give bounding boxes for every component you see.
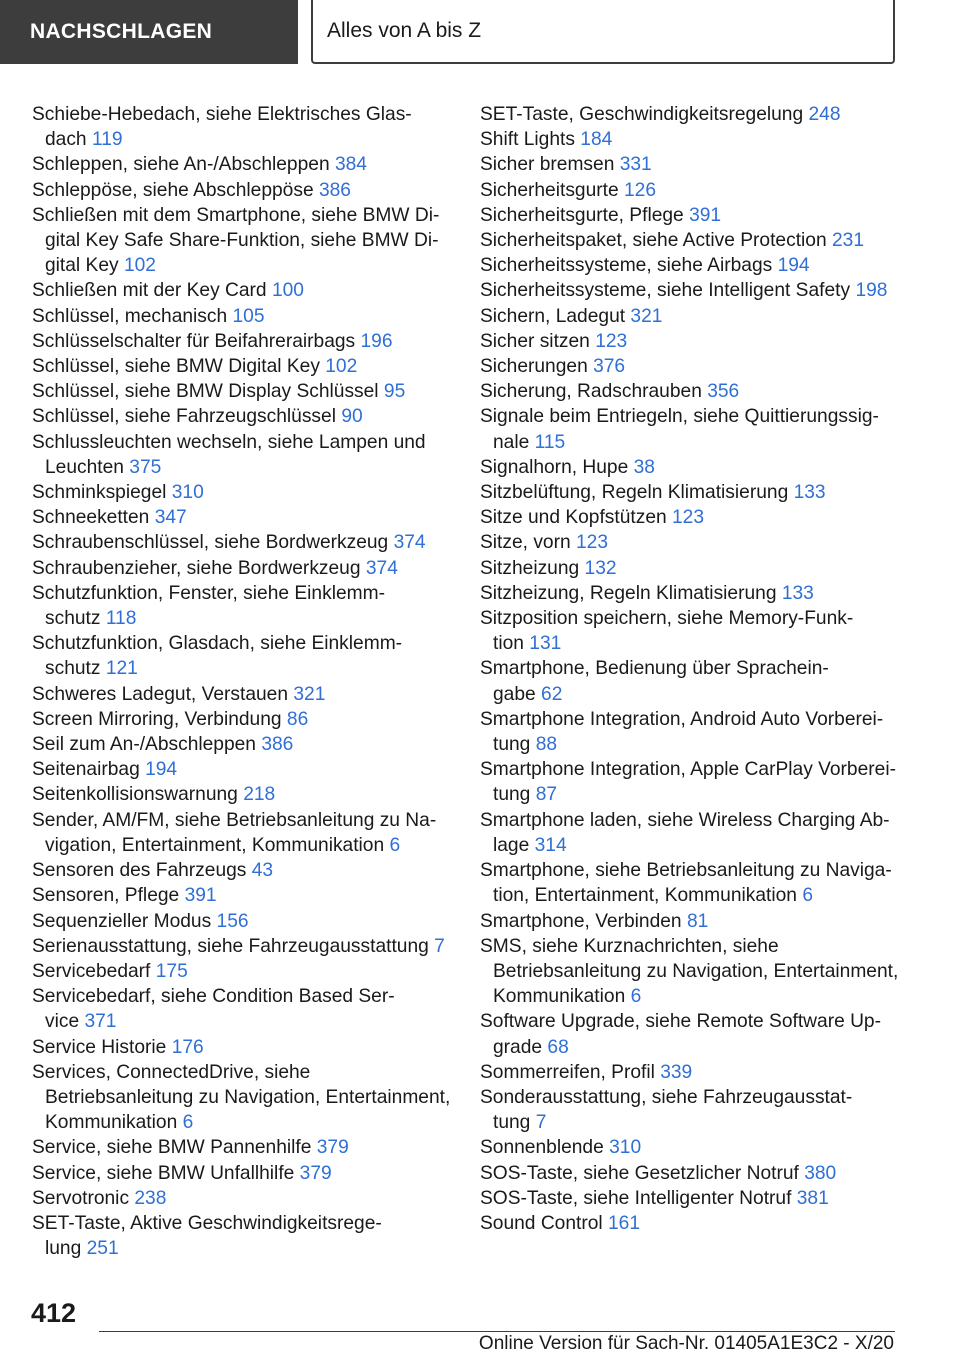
index-entry	[480, 556, 900, 581]
page-reference-link[interactable]: 121	[105, 658, 138, 680]
index-entry	[32, 1060, 452, 1136]
index-entry	[32, 354, 452, 379]
page-reference-link[interactable]: 376	[593, 356, 626, 378]
index-entry-text: Kommunikation	[493, 986, 626, 1008]
index-entry	[32, 808, 452, 858]
index-entry-text: Sitzheizung	[480, 557, 580, 579]
page-reference-link[interactable]: 6	[630, 986, 642, 1008]
index-entry	[480, 152, 900, 177]
page-reference-link[interactable]: 102	[325, 356, 358, 378]
index-entry-text: Service, siehe BMW Unfallhilfe	[32, 1162, 295, 1184]
index-entry	[32, 203, 452, 279]
page-reference-link[interactable]: 379	[299, 1162, 332, 1184]
index-entry	[32, 404, 452, 429]
index-column-right	[480, 102, 900, 1236]
index-entry	[480, 127, 900, 152]
index-entry	[32, 505, 452, 530]
index-entry	[480, 102, 900, 127]
page-reference-link[interactable]: 251	[86, 1238, 119, 1260]
page-reference-link[interactable]: 132	[584, 557, 617, 579]
index-entry-text: grade	[493, 1036, 543, 1058]
index-entry-text: Schließen mit dem Smartphone, siehe BMW Di-	[32, 204, 440, 226]
page-reference-link[interactable]: 123	[672, 507, 705, 529]
page-reference-link[interactable]: 87	[535, 784, 558, 806]
index-entry	[32, 152, 452, 177]
index-entry-text: Sonnenblende	[480, 1137, 604, 1159]
index-entry-text: Smartphone Integration, Apple CarPlay Vorberei-	[480, 759, 896, 781]
index-entry-text: vice	[45, 1011, 80, 1033]
index-entry-text: Schraubenschlüssel, siehe Bordwerkzeug	[32, 532, 389, 554]
index-entry-text: Smartphone, siehe Betriebsanleitung zu Naviga-	[480, 860, 892, 882]
page-reference-link[interactable]: 231	[831, 230, 864, 252]
index-entry	[32, 379, 452, 404]
index-entry	[32, 959, 452, 984]
page-reference-link[interactable]: 184	[580, 129, 613, 151]
page-reference-link[interactable]: 380	[804, 1162, 837, 1184]
index-entry	[32, 757, 452, 782]
index-entry	[32, 858, 452, 883]
index-entry	[32, 1035, 452, 1060]
page-reference-link[interactable]: 196	[360, 330, 393, 352]
index-entry-text: Sensoren des Fahrzeugs	[32, 860, 247, 882]
index-entry	[32, 1161, 452, 1186]
index-entry-text: Smartphone, Bedienung über Sprachein-	[480, 658, 829, 680]
index-entry	[480, 329, 900, 354]
index-entry-text: Sensoren, Pflege	[32, 885, 180, 907]
page-reference-link[interactable]: 356	[707, 381, 740, 403]
page-reference-link[interactable]: 375	[129, 456, 162, 478]
page-reference-link[interactable]: 371	[84, 1011, 117, 1033]
page-reference-link[interactable]: 90	[341, 406, 363, 428]
index-entry	[480, 1161, 900, 1186]
index-entry	[480, 304, 900, 329]
index-entry	[480, 581, 900, 606]
page-reference-link[interactable]: 7	[535, 1112, 547, 1134]
index-entry-text: lage	[493, 834, 530, 856]
index-entry	[32, 1135, 452, 1160]
page-reference-link[interactable]: 381	[796, 1187, 829, 1209]
index-entry-text: Schlüssel, siehe BMW Display Schlüssel	[32, 381, 379, 403]
index-entry-text: Schleppöse, siehe Abschleppöse	[32, 179, 314, 201]
index-entry-text: gital Key Safe Share-Funktion, siehe BMW Di-	[45, 230, 439, 252]
index-entry	[480, 1009, 900, 1059]
index-entry	[480, 656, 900, 706]
page-reference-link[interactable]: 7	[434, 935, 445, 957]
index-entry	[32, 102, 452, 152]
page-reference-link[interactable]: 198	[855, 280, 888, 302]
index-entry-text: Schlüssel, siehe BMW Digital Key	[32, 356, 320, 378]
index-entry-text: Sitzheizung, Regeln Klimatisierung	[480, 582, 777, 604]
index-entry-text: Signalhorn, Hupe	[480, 456, 629, 478]
index-entry-text: Sicherheitssysteme, siehe Airbags	[480, 255, 773, 277]
index-column-left	[32, 102, 452, 1261]
index-entry-text: gital Key	[45, 255, 119, 277]
index-entry	[32, 682, 452, 707]
index-entry-text: Services, ConnectedDrive, siehe	[32, 1061, 311, 1083]
index-entry-text: Screen Mirroring, Verbindung	[32, 708, 282, 730]
index-entry	[32, 530, 452, 555]
index-entry-text: Sommerreifen, Profil	[480, 1061, 655, 1083]
footer-divider	[99, 1331, 895, 1332]
index-entry	[480, 203, 900, 228]
index-entry	[480, 1186, 900, 1211]
page-reference-link[interactable]: 81	[686, 910, 709, 932]
index-entry-text: Sicherheitsgurte	[480, 179, 619, 201]
index-entry-text: Schraubenzieher, siehe Bordwerkzeug	[32, 557, 361, 579]
page-reference-link[interactable]: 339	[660, 1061, 693, 1083]
index-entry	[32, 178, 452, 203]
index-entry	[480, 379, 900, 404]
page-reference-link[interactable]: 310	[171, 482, 204, 504]
index-entry-text: Sicher sitzen	[480, 330, 590, 352]
index-entry-text: Servicebedarf, siehe Condition Based Ser-	[32, 986, 395, 1008]
index-entry	[480, 178, 900, 203]
page-reference-link[interactable]: 123	[576, 532, 609, 554]
index-entry	[480, 909, 900, 934]
page-reference-link[interactable]: 123	[595, 330, 628, 352]
page-reference-link[interactable]: 391	[689, 204, 722, 226]
page-reference-link[interactable]: 161	[608, 1212, 641, 1234]
index-entry-text: Servicebedarf	[32, 960, 151, 982]
index-entry	[32, 934, 452, 959]
chapter-header	[311, 0, 895, 64]
page-reference-link[interactable]: 105	[232, 305, 265, 327]
index-entry-text: dach	[45, 129, 87, 151]
page-reference-link[interactable]: 118	[105, 608, 137, 630]
index-entry-text: SET-Taste, Aktive Geschwindigkeitsrege-	[32, 1212, 382, 1234]
index-entry	[32, 631, 452, 681]
index-entry-text: Schlussleuchten wechseln, siehe Lampen und	[32, 431, 426, 453]
index-entry-text: Schweres Ladegut, Verstauen	[32, 683, 289, 705]
page-reference-link[interactable]: 131	[529, 633, 562, 655]
index-entry-text: Service, siehe BMW Pannenhilfe	[32, 1137, 312, 1159]
index-entry-text: lung	[45, 1238, 82, 1260]
index-entry-text: Smartphone Integration, Android Auto Vorberei-	[480, 708, 884, 730]
index-entry-text: Seitenkollisionswarnung	[32, 784, 238, 806]
page-reference-link[interactable]: 374	[365, 557, 398, 579]
index-entry	[32, 909, 452, 934]
index-entry	[32, 782, 452, 807]
index-entry-text: Sitze und Kopfstützen	[480, 507, 667, 529]
index-entry-text: tion, Entertainment, Kommunikation	[493, 885, 797, 907]
index-entry	[480, 1211, 900, 1236]
index-entry-text: schutz	[45, 608, 101, 630]
page-reference-link[interactable]: 133	[781, 582, 814, 604]
index-entry-text: Sender, AM/FM, siehe Betriebsanleitung zu Na-	[32, 809, 437, 831]
page-reference-link[interactable]: 68	[547, 1036, 569, 1058]
index-entry-text: Sitzposition speichern, siehe Memory-Funk-	[480, 608, 854, 630]
index-entry-text: vigation, Entertainment, Kommunikation	[45, 834, 385, 856]
index-entry-text: Sicherheitsgurte, Pflege	[480, 204, 684, 226]
index-entry-text: Servotronic	[32, 1187, 130, 1209]
page-reference-link[interactable]: 100	[271, 280, 304, 302]
index-entry	[480, 354, 900, 379]
page-reference-link[interactable]: 347	[154, 507, 187, 529]
page-reference-link[interactable]: 321	[293, 683, 326, 705]
page-reference-link[interactable]: 379	[316, 1137, 349, 1159]
index-entry-text: Sicherheitssysteme, siehe Intelligent Safety	[480, 280, 851, 302]
page-reference-link[interactable]: 95	[383, 381, 406, 403]
page-reference-link[interactable]: 133	[793, 482, 826, 504]
page-reference-link[interactable]: 384	[334, 154, 367, 176]
index-entry-text: tung	[493, 1112, 531, 1134]
index-entry-text: Sicher bremsen	[480, 154, 615, 176]
index-entry-text: Serienausstattung, siehe Fahrzeugausstattung	[32, 935, 429, 957]
index-entry	[32, 304, 452, 329]
page-reference-link[interactable]: 374	[393, 532, 426, 554]
index-entry	[480, 858, 900, 908]
page-reference-link[interactable]: 6	[389, 834, 401, 856]
index-entry	[480, 505, 900, 530]
index-entry	[480, 1085, 900, 1135]
index-entry-text: Sicherungen	[480, 356, 588, 378]
index-entry	[32, 480, 452, 505]
index-entry	[480, 757, 900, 807]
page-reference-link[interactable]: 115	[534, 431, 566, 453]
index-entry-text: Sonderausstattung, siehe Fahrzeugausstat-	[480, 1086, 853, 1108]
index-entry-text: SOS-Taste, siehe Intelligenter Notruf	[480, 1187, 792, 1209]
index-entry-text: Betriebsanleitung zu Navigation, Entertainment,	[45, 1086, 451, 1108]
index-entry	[32, 278, 452, 303]
index-entry-text: tung	[493, 784, 531, 806]
index-entry-text: tion	[493, 633, 524, 655]
page-reference-link[interactable]: 314	[534, 834, 567, 856]
index-entry-text: SET-Taste, Geschwindigkeitsregelung	[480, 104, 804, 125]
index-entry-text: Sitzbelüftung, Regeln Klimatisierung	[480, 482, 789, 504]
index-entry-text: Schleppen, siehe An-/Abschleppen	[32, 154, 330, 176]
index-entry-text: gabe	[493, 683, 536, 705]
index-entry-text: Schlüsselschalter für Beifahrerairbags	[32, 330, 356, 352]
index-entry	[480, 278, 900, 303]
index-entry-text: Software Upgrade, siehe Remote Software Up-	[480, 1011, 881, 1033]
page-reference-link[interactable]: 102	[123, 255, 156, 277]
index-entry	[480, 606, 900, 656]
index-entry	[480, 253, 900, 278]
index-entry	[480, 1135, 900, 1160]
page-reference-link[interactable]: 194	[777, 255, 810, 277]
page-reference-link[interactable]: 126	[624, 179, 657, 201]
index-entry	[32, 732, 452, 757]
page-reference-link[interactable]: 194	[145, 759, 178, 781]
index-entry-text: Schutzfunktion, Glasdach, siehe Einklemm-	[32, 633, 403, 655]
page-reference-link[interactable]: 331	[619, 154, 652, 176]
online-version-note: Online Version für Sach-Nr. 01405A1E3C2 - X/20	[478, 1333, 894, 1354]
chapter-title: Alles von A bis Z	[327, 19, 482, 42]
index-entry	[32, 1186, 452, 1211]
index-entry	[32, 883, 452, 908]
page-reference-link[interactable]: 62	[541, 683, 563, 705]
index-entry-text: Schminkspiegel	[32, 482, 167, 504]
index-entry-text: Sichern, Ladegut	[480, 305, 626, 327]
index-entry-text: Sequenzieller Modus	[32, 910, 212, 932]
index-entry-text: Smartphone laden, siehe Wireless Charging Ab-	[480, 809, 890, 831]
index-entry	[32, 707, 452, 732]
page-reference-link[interactable]: 43	[251, 860, 274, 882]
index-entry-text: tung	[493, 734, 531, 756]
page-reference-link[interactable]: 88	[535, 734, 558, 756]
index-entry-text: Sicherung, Radschrauben	[480, 381, 702, 403]
index-entry	[480, 228, 900, 253]
index-entry-text: Schließen mit der Key Card	[32, 280, 267, 302]
index-entry	[480, 455, 900, 480]
index-entry-text: Sound Control	[480, 1212, 603, 1234]
index-entry-text: Seil zum An-/Abschleppen	[32, 734, 256, 756]
page-reference-link[interactable]: 310	[609, 1137, 642, 1159]
index-entry	[32, 984, 452, 1034]
index-entry-text: Shift Lights	[480, 129, 575, 151]
index-entry	[480, 1060, 900, 1085]
index-entry-text: schutz	[45, 658, 101, 680]
index-entry	[480, 530, 900, 555]
page-reference-link[interactable]: 386	[261, 734, 294, 756]
page-reference-link[interactable]: 248	[808, 104, 841, 125]
index-entry	[480, 480, 900, 505]
page-reference-link[interactable]: 391	[184, 885, 217, 907]
section-title: NACHSCHLAGEN	[30, 20, 213, 43]
index-entry	[32, 581, 452, 631]
page-reference-link[interactable]: 156	[216, 910, 249, 932]
index-entry-text: Schlüssel, mechanisch	[32, 305, 228, 327]
index-entry-text: Sitze, vorn	[480, 532, 571, 554]
index-entry	[32, 556, 452, 581]
index-entry-text: Schneeketten	[32, 507, 150, 529]
index-entry-text: SOS-Taste, siehe Gesetzlicher Notruf	[480, 1162, 799, 1184]
page-reference-link[interactable]: 386	[318, 179, 351, 201]
section-tab	[0, 0, 298, 64]
index-entry-text: Schiebe-Hebedach, siehe Elektrisches Glas-	[32, 104, 412, 125]
page-reference-link[interactable]: 218	[243, 784, 276, 806]
index-entry	[32, 329, 452, 354]
index-entry-text: SMS, siehe Kurznachrichten, siehe	[480, 935, 779, 957]
index-entry-text: Sicherheitspaket, siehe Active Protection	[480, 230, 827, 252]
page-reference-link[interactable]: 6	[182, 1112, 194, 1134]
index-entry-text: Smartphone, Verbinden	[480, 910, 682, 932]
page-reference-link[interactable]: 38	[633, 456, 655, 478]
index-entry-text: nale	[493, 431, 530, 453]
index-entry-text: Signale beim Entriegeln, siehe Quittierungssig-	[480, 406, 879, 428]
page-reference-link[interactable]: 238	[134, 1187, 167, 1209]
index-entry	[32, 1211, 452, 1261]
page-reference-link[interactable]: 6	[802, 885, 813, 907]
page-reference-link[interactable]: 119	[91, 129, 123, 151]
index-entry-text: Betriebsanleitung zu Navigation, Entertainment,	[493, 960, 899, 982]
index-entry	[480, 934, 900, 1010]
page-reference-link[interactable]: 321	[630, 305, 663, 327]
index-entry-text: Schlüssel, siehe Fahrzeugschlüssel	[32, 406, 336, 428]
index-entry	[480, 404, 900, 454]
index-entry	[32, 430, 452, 480]
index-entry-text: Service Historie	[32, 1036, 167, 1058]
index-entry	[480, 707, 900, 757]
index-entry	[480, 808, 900, 858]
index-entry-text: Kommunikation	[45, 1112, 178, 1134]
index-entry-text: Leuchten	[45, 456, 124, 478]
page-reference-link[interactable]: 86	[286, 708, 309, 730]
index-entry-text: Seitenairbag	[32, 759, 140, 781]
page-reference-link[interactable]: 176	[171, 1036, 204, 1058]
page-reference-link[interactable]: 175	[155, 960, 188, 982]
index-entry-text: Schutzfunktion, Fenster, siehe Einklemm-	[32, 582, 385, 604]
page-number: 412	[31, 1298, 77, 1328]
